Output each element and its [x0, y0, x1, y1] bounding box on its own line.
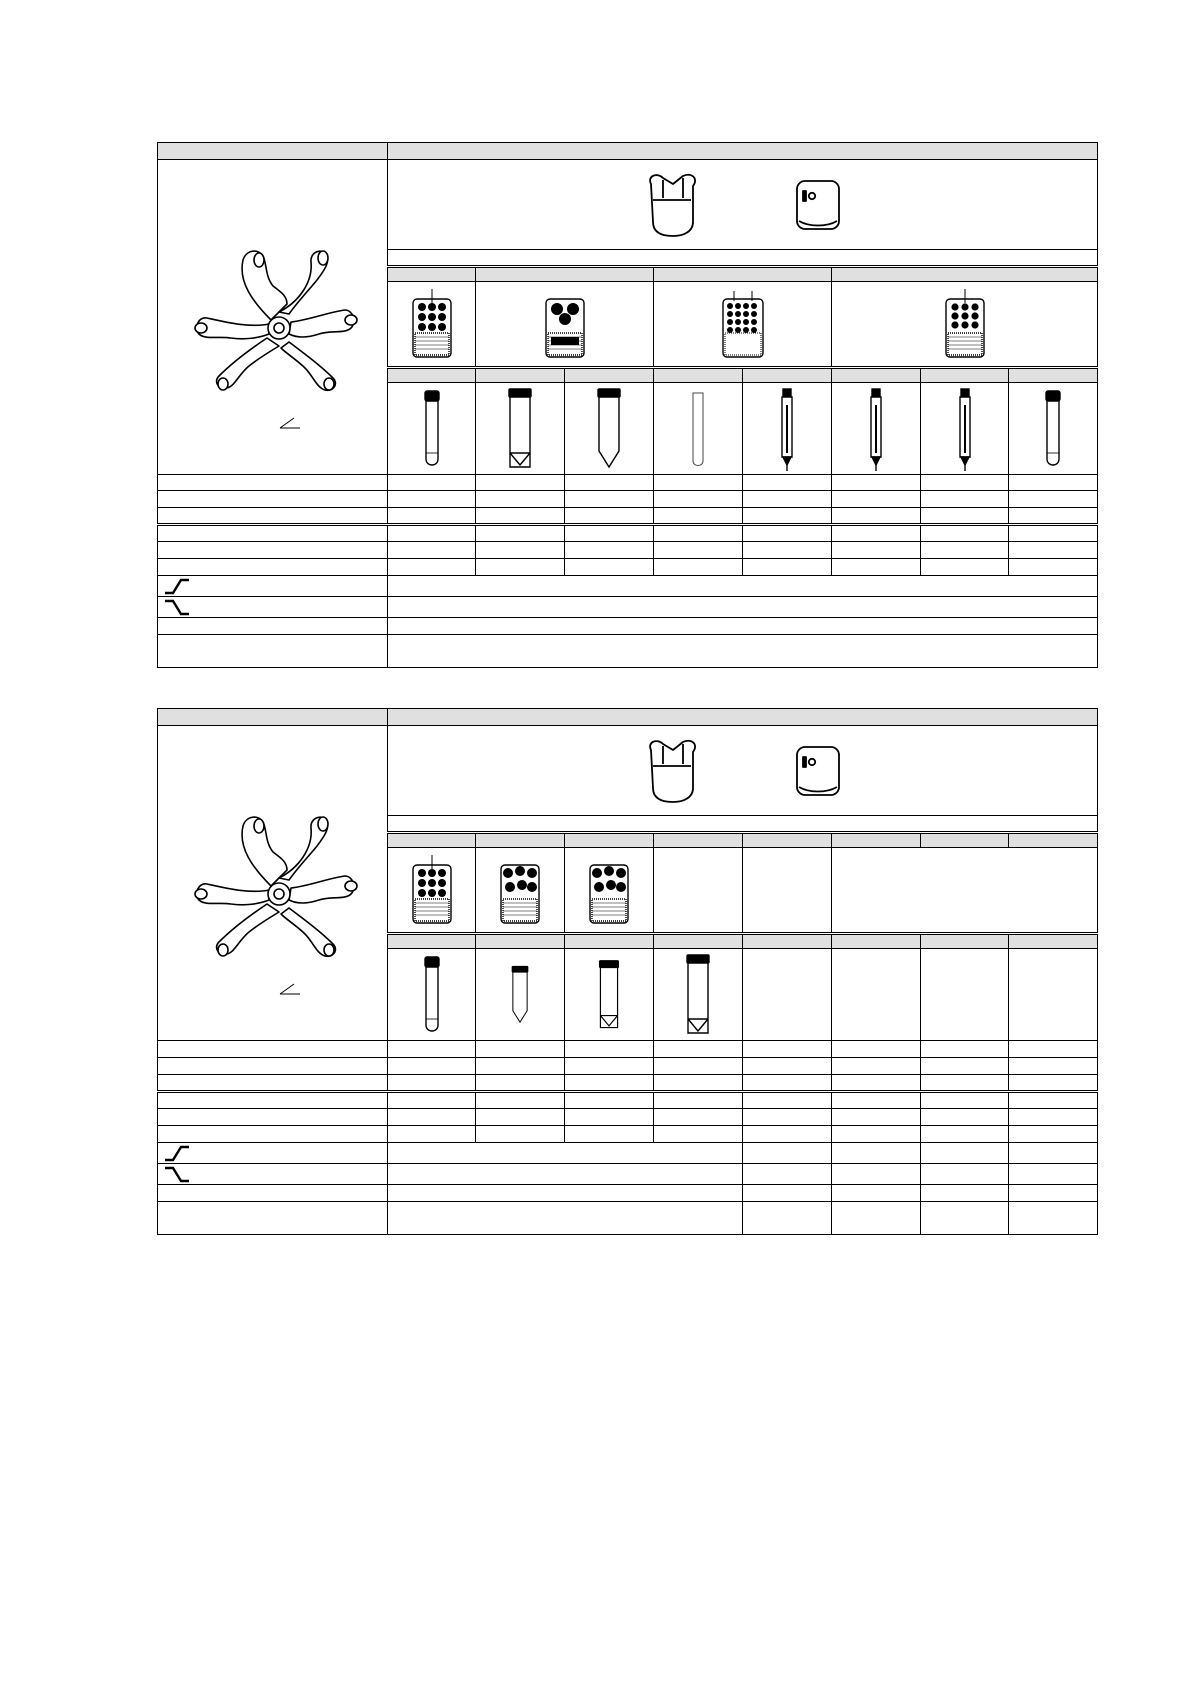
- tube-screwcap-round-icon: [420, 389, 444, 469]
- data-row: [158, 1202, 1098, 1235]
- tube-header-cell: [388, 368, 476, 383]
- adapter-header-cell: [388, 833, 476, 848]
- adapter-12-hole-icon: [410, 855, 454, 925]
- rotor-image-cell: [158, 726, 388, 1041]
- tube-header-cell: [565, 368, 654, 383]
- header-cell-rotor: [158, 709, 388, 726]
- adapter-header-cell: [1009, 833, 1098, 848]
- data-row: [158, 1092, 1098, 1109]
- tube-conical-icon: [510, 953, 530, 1037]
- tube-plain-icon: [689, 389, 707, 469]
- tube-conical-skirted-icon: [597, 953, 621, 1037]
- tube-cell: [832, 949, 921, 1041]
- tube-screwcap-round-icon: [420, 955, 444, 1035]
- data-row: [158, 1058, 1098, 1075]
- data-row: [158, 542, 1098, 559]
- rotor-spec-table-1: [157, 142, 1098, 668]
- tube-cell: [388, 949, 476, 1041]
- adapter-15-hole-icon: [943, 289, 987, 359]
- deceleration-row: [158, 597, 1098, 618]
- adapter-cell: [654, 848, 743, 934]
- tube-cell: [654, 383, 743, 475]
- adapter-header-cell: [476, 833, 565, 848]
- adapter-cell: [388, 282, 476, 368]
- tube-header-cell: [921, 934, 1009, 949]
- adapter-cell: [565, 848, 654, 934]
- adapter-4-hole-icon: [543, 289, 587, 359]
- tube-syringe-icon: [956, 387, 974, 471]
- tube-cell: [832, 383, 921, 475]
- acceleration-ramp-icon: [164, 1144, 190, 1162]
- adapter-cell: [388, 848, 476, 934]
- tube-conical-icon: [595, 387, 623, 471]
- data-row: [158, 1185, 1098, 1202]
- tube-cell: [565, 949, 654, 1041]
- data-row: [158, 525, 1098, 542]
- adapter-cell: [743, 848, 832, 934]
- acceleration-row: [158, 576, 1098, 597]
- tube-cell: [743, 383, 832, 475]
- bucket-cell: [388, 160, 1098, 250]
- tube-cell: [743, 949, 832, 1041]
- tube-header-cell: [476, 368, 565, 383]
- data-row: [158, 1041, 1098, 1058]
- angle-icon: [278, 416, 302, 430]
- deceleration-ramp-icon: [164, 598, 190, 616]
- deceleration-ramp-icon: [164, 1165, 190, 1183]
- tube-cell: [1009, 949, 1098, 1041]
- adapter-header-cell: [388, 267, 476, 282]
- tube-cell: [388, 383, 476, 475]
- tube-header-cell: [832, 368, 921, 383]
- tube-syringe-icon: [778, 387, 796, 471]
- tube-cell: [476, 949, 565, 1041]
- tube-header-cell: [654, 934, 743, 949]
- rectangular-bucket-icon: [793, 175, 843, 235]
- round-bucket-icon: [643, 736, 703, 806]
- header-cell-rotor: [158, 143, 388, 160]
- adapter-20-hole-icon: [720, 289, 766, 359]
- bucket-label-cell: [388, 816, 1098, 833]
- adapter-cell: [832, 848, 1098, 934]
- data-row: [158, 1126, 1098, 1143]
- data-row: [158, 508, 1098, 525]
- tube-header-cell: [476, 934, 565, 949]
- rotor-image-cell: [158, 160, 388, 475]
- acceleration-ramp-icon: [164, 577, 190, 595]
- data-row: [158, 1075, 1098, 1092]
- swing-bucket-rotor-icon: [183, 808, 363, 958]
- adapter-cell: [654, 282, 832, 368]
- tube-cell: [476, 383, 565, 475]
- deceleration-row: [158, 1164, 1098, 1185]
- adapter-header-cell: [921, 833, 1009, 848]
- header-cell-accessories: [388, 709, 1098, 726]
- bucket-label-cell: [388, 250, 1098, 267]
- tube-header-cell: [654, 368, 743, 383]
- tube-conical-skirted-icon: [684, 953, 712, 1037]
- tube-header-cell: [1009, 934, 1098, 949]
- adapter-header-cell: [654, 833, 743, 848]
- tube-cell: [1009, 383, 1098, 475]
- tube-header-cell: [743, 368, 832, 383]
- data-row: [158, 1109, 1098, 1126]
- tube-cell: [921, 949, 1009, 1041]
- round-bucket-icon: [643, 170, 703, 240]
- angle-icon: [278, 982, 302, 996]
- data-row: [158, 491, 1098, 508]
- data-row: [158, 559, 1098, 576]
- adapter-header-cell: [832, 833, 921, 848]
- tube-conical-skirted-icon: [506, 387, 534, 471]
- tube-screwcap-round-icon: [1041, 389, 1065, 469]
- rotor-spec-table-2: [157, 708, 1098, 1235]
- adapter-cell: [476, 848, 565, 934]
- adapter-12-hole-icon: [410, 289, 454, 359]
- tube-cell: [565, 383, 654, 475]
- tube-header-cell: [565, 934, 654, 949]
- data-row: [158, 475, 1098, 491]
- data-row: [158, 635, 1098, 668]
- adapter-header-cell: [743, 833, 832, 848]
- swing-bucket-rotor-icon: [183, 242, 363, 392]
- tube-header-cell: [832, 934, 921, 949]
- data-row: [158, 618, 1098, 635]
- rectangular-bucket-icon: [793, 741, 843, 801]
- adapter-header-cell: [832, 267, 1098, 282]
- acceleration-row: [158, 1143, 1098, 1164]
- tube-cell: [921, 383, 1009, 475]
- tube-header-cell: [921, 368, 1009, 383]
- header-cell-accessories: [388, 143, 1098, 160]
- adapter-cell: [476, 282, 654, 368]
- adapter-header-cell: [654, 267, 832, 282]
- tube-header-cell: [1009, 368, 1098, 383]
- tube-header-cell: [743, 934, 832, 949]
- bucket-cell: [388, 726, 1098, 816]
- adapter-cell: [832, 282, 1098, 368]
- adapter-header-cell: [565, 833, 654, 848]
- tube-syringe-icon: [867, 387, 885, 471]
- adapter-header-cell: [476, 267, 654, 282]
- adapter-7-hole-icon: [498, 855, 542, 925]
- tube-header-cell: [388, 934, 476, 949]
- adapter-7-hole-icon: [587, 855, 631, 925]
- tube-cell: [654, 949, 743, 1041]
